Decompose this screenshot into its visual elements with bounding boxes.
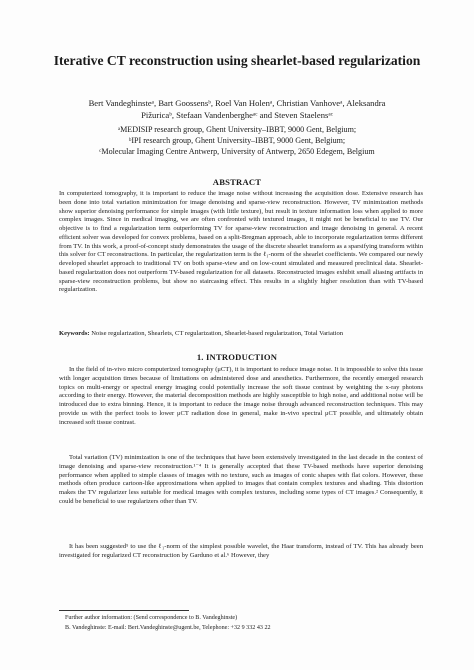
intro-paragraph: Total variation (TV) minimization is one of the techniques that have been extensively investigated in the last decade in the context of image denoising and sparse-view reconstruction.¹⁻⁴ It is generally accepted that these TV-based methods have superior denoising performance when applied to simple classes of images with no texture, such as images of conic shapes with flat colors. However, these methods often produce cartoon-like approximations when applied to images that contain complex textures and shading. This distortion makes the TV regularizer less suitable for medical images with complex textures, including some types of CT images.² Consequently, it could be beneficial to use regularizers other than TV. [59,454,423,505]
intro-paragraph: In the field of in-vivo micro computerized tomography (μCT), it is important to reduce image noise. It is impossible to solve this issue with longer acquisition times because of limitations on administered dose and anesthetics. Furthermore, the recently emerged research topics on multi-energy or spectral energy imaging could potentially increase the soft tissue contrast by weighting the x-ray photons according to their energy. However, the material decomposition methods are highly susceptible to high noise, and additional noise will be introduced due to extra binning. Hence, it is important to reduce the image noise through advanced reconstruction techniques. This may provide us with the perfect tools to lower μCT radiation dose in general, make in-vivo spectral μCT possible, and ultimately obtain increased soft tissue contrast. [59,366,423,426]
abstract-text: In computerized tomography, it is important to reduce the image noise without increasing the acquisition dose. Extensive research has been done into total variation minimization for image denoising and sparse-view reconstruction. However, TV minimization methods show superior denoising performance for simple images (with little texture), but result in texture information loss when applied to more complex images. Since in medical imaging, we are often confronted with textured images, it might not be beneficial to use TV. Our objective is to find a regularization term outperforming TV for sparse-view reconstruction and image denoising in general. A recent efficient solver was developed for convex problems, based on a split-Bregman approach, able to incorporate regularization terms different from TV. In this work, a proof-of-concept study demonstrates the usage of the discrete shearlet transform as a sparsifying transform within this solver for CT reconstructions. In particular, the regularization term is the ℓ₁-norm of the shearlet coefficients. We compared our newly developed shearlet approach to traditional TV on both sparse-view and on low-count simulated and measured preclinical data. Shearlet-based regularization does not outperform TV-based regularization for all datasets. Reconstructed images exhibit small aliasing artifacts in sparse-view reconstruction problems, but show no staircasing effect. This results in a slightly higher resolution than with TV-based regularization. [59,190,423,294]
keywords-label: Keywords: [59,330,90,337]
affiliation-list [40,124,434,158]
section-heading-introduction: 1. INTRODUCTION [196,352,278,362]
keywords [59,330,423,339]
author-line: Pižuricaᵇ, Stefaan Vandenbergheᵃᶜ and Steven Staelensᵃᶜ [141,109,333,120]
affiliation-line: ᵃMEDISIP research group, Ghent University–IBBT, 9000 Gent, Belgium; [117,125,357,134]
footnote: Further author information: (Send correspondence to B. Vandeghinste) [65,615,238,621]
author-list [40,98,434,121]
affiliation-line: ᶜMolecular Imaging Centre Antwerp, University of Antwerp, 2650 Edegem, Belgium [99,147,375,157]
footnote-rule [59,610,189,611]
intro-paragraph: It has been suggested⁵ to use the ℓ₁-norm of the simplest possible wavelet, the Haar transform, instead of TV. This has already been investigated for regularized CT reconstruction by Garduno et al.⁶ However, they [59,543,423,559]
affiliation-line: ᵇIPI research group, Ghent University–IBBT, 9000 Gent, Belgium; [128,136,346,146]
paper-title: Iterative CT reconstruction using shearlet-based regularization [53,53,421,68]
author-line: Bert Vandeghinsteᵃ, Bart Goossensᵇ, Roel Van Holenᵃ, Christian Vanhoveᵃ, Aleksandra [88,98,386,108]
footnote: B. Vandeghinste: E-mail: Bert.Vandeghinste@ugent.be, Telephone: +32 9 332 43 22 [65,625,271,631]
keywords-text: Noise regularization, Shearlets, CT regularization, Shearlet-based regularization, Total Variation [91,330,344,337]
abstract-heading: ABSTRACT [212,177,262,187]
